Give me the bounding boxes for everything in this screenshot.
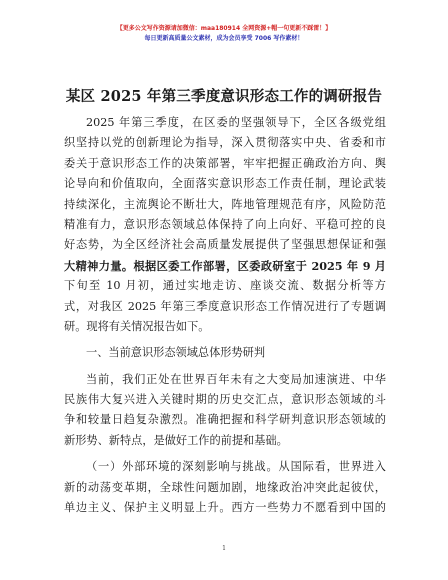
paragraph-line: 下旬至 10 月初，通过实地走访、座谈交流、数据分析等方 — [64, 279, 386, 293]
paragraph-line: 好态势，为全区经济社会高质量发展提供了坚强思想保证和强 — [64, 238, 386, 252]
paragraph-line: 持续深化，主流舆论不断壮大，阵地管理规范有序，风险防范 — [64, 197, 386, 211]
paragraph-line: 单边主义、保护主义明显上升。西方一些势力不愿看到中国的 — [64, 501, 386, 515]
paragraph-line: 精准有力，意识形态领域总体保持了向上向好、平稳可控的良 — [64, 217, 386, 231]
promo-banner — [0, 24, 448, 44]
paragraph-line-bold: 大精神力量。根据区委工作部署，区委政研室于 2025 年 9 月 — [64, 258, 386, 273]
paragraph-line: 织坚持以党的创新理论为指导，深入贯彻落实中央、省委和市 — [64, 136, 386, 150]
paragraph-line: 新的动荡变革期，全球性问题加剧，地缘政治冲突此起彼伏， — [64, 480, 386, 494]
page-number: 1 — [222, 545, 226, 552]
document-body — [64, 113, 386, 518]
promo-banner-line-2: 每日更新高质量公文素材，成为会员享受 7006 写作素材！ — [144, 35, 304, 42]
paragraph-line: 式，对我区 2025 年第三季度意识形态工作情况进行了专题调 — [64, 299, 386, 313]
section-heading: 一、当前意识形态领域总体形势研判 — [86, 346, 266, 360]
promo-banner-line-1: 【更多公文写作资源请加微信：maa180914 全网资源+帽一句更新不踩雷！】 — [116, 25, 332, 32]
paragraph-line: 当前，我们正处在世界百年未有之大变局加速演进、中华 — [86, 372, 386, 386]
paragraph-line: （一）外部环境的深刻影响与挑战。从国际看，世界进入 — [86, 460, 386, 474]
paragraph-line: 争和较量日趋复杂激烈。准确把握和科学研判意识形态领域的 — [64, 413, 386, 427]
paragraph-line: 论导向和价值取向，全面落实意识形态工作责任制，理论武装 — [64, 177, 386, 191]
paragraph-line: 研。现将有关情况报告如下。 — [64, 319, 210, 333]
paragraph-line: 新形势、新特点，是做好工作的前提和基础。 — [64, 433, 288, 447]
paragraph-line: 民族伟大复兴进入关键时期的历史交汇点，意识形态领域的斗 — [64, 393, 386, 407]
paragraph-line: 2025 年第三季度，在区委的坚强领导下，全区各级党组 — [86, 116, 386, 129]
paragraph-line: 委关于意识形态工作的决策部署，牢牢把握正确政治方向、舆 — [64, 156, 386, 170]
document-title: 某区 2025 年第三季度意识形态工作的调研报告 — [65, 88, 383, 105]
